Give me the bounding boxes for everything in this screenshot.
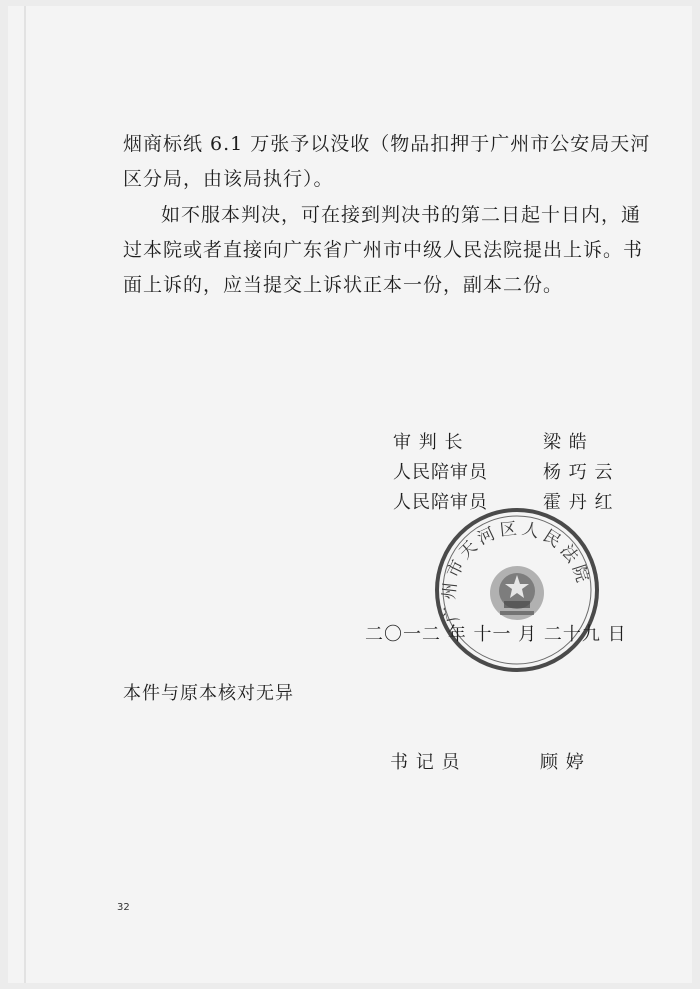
court-seal [432,505,602,675]
judgment-paragraph-1: 烟商标纸 6.1 万张予以没收（物品扣押于广州市公安局天河区分局，由该局执行）。 [123,133,651,190]
certification-note: 本件与原本核对无异 [123,683,294,704]
national-emblem-icon [490,566,544,620]
judgment-paragraph-2: 如不服本判决，可在接到判决书的第二日起十日内，通过本院或者直接向广东省广州市中级人民法院提出上诉。书面上诉的，应当提交上诉状正本一份，副本二份。 [123,204,644,296]
juror-2-role: 人民陪审员 [393,492,488,513]
clerk-name: 顾 婷 [540,752,585,773]
juror-1-name: 杨 巧 云 [543,462,614,483]
page-number: 32 [117,902,130,913]
clerk-role: 书 记 员 [390,752,461,773]
judgment-date: 二〇一二 年 十一 月 二十九 日 [365,624,627,645]
seal-text: 广州市天河区人民法院 [439,518,594,625]
presiding-judge-name: 梁 皓 [543,432,588,453]
juror-1-role: 人民陪审员 [393,462,488,483]
scan-edge [24,6,26,983]
presiding-judge-role: 审 判 长 [393,432,464,453]
juror-2-name: 霍 丹 红 [543,492,614,513]
